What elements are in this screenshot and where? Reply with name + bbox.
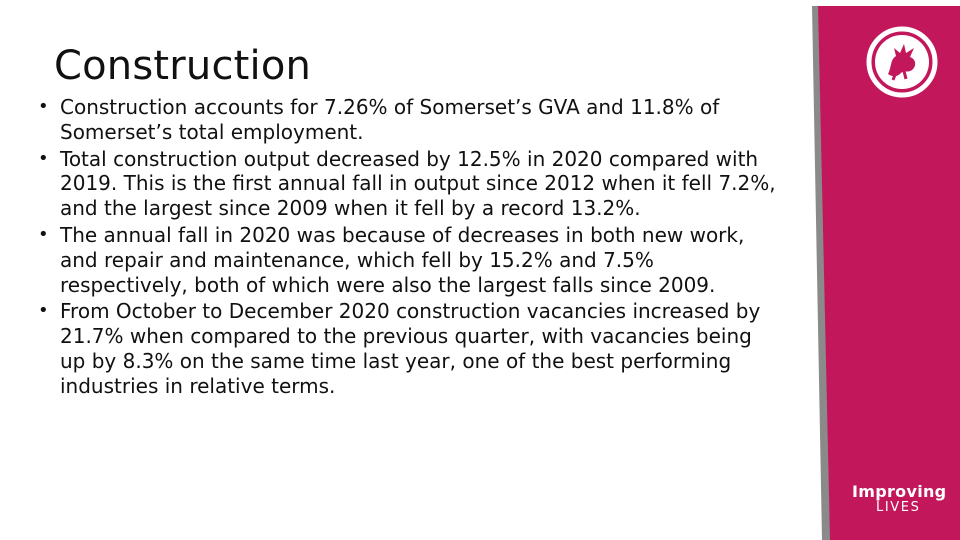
- tagline-lives: LIVES: [876, 500, 921, 515]
- bullet-marker: •: [38, 223, 49, 245]
- bullet-item: [36, 95, 776, 145]
- bullet-text: From October to December 2020 construction vacancies increased by 21.7% when compared to the previous quarter, with vacancies being up by 8.3% on the same time last year, one of the best performing industries in relative terms.: [60, 299, 761, 398]
- bullet-list: [36, 95, 776, 401]
- bullet-item: [36, 147, 776, 221]
- tagline-improving: Improving: [852, 482, 947, 501]
- bullet-item: [36, 299, 776, 398]
- bullet-text: The annual fall in 2020 was because of decreases in both new work, and repair and maintenance, which fell by 15.2% and 7.5% respectively, both of which were also the largest falls since 2009.: [60, 222, 745, 297]
- bullet-text: Total construction output decreased by 12.5% in 2020 compared with 2019. This is the first annual fall in output since 2012 when it fell 7.2%, and the largest since 2009 when it fell by a record 13.2%.: [60, 146, 776, 221]
- bullet-text: Construction accounts for 7.26% of Somerset’s GVA and 11.8% of Somerset’s total employment.: [60, 95, 720, 144]
- bullet-marker: •: [38, 147, 49, 169]
- bullet-item: [36, 223, 776, 297]
- wyvern-crest-icon: [866, 26, 938, 98]
- slide-title: Construction: [54, 43, 312, 89]
- bullet-marker: •: [38, 96, 49, 117]
- bullet-marker: •: [38, 300, 49, 322]
